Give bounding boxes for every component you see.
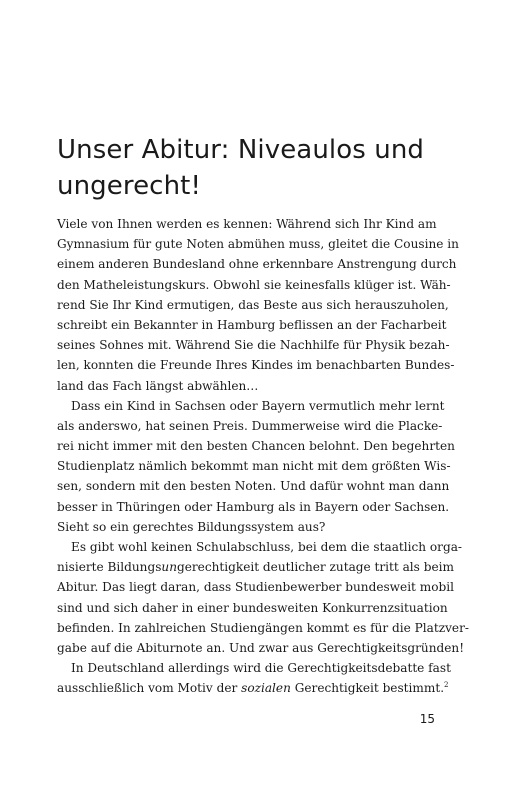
text-line: In Deutschland allerdings wird die Gerechtigkeitsdebatte fast xyxy=(71,661,451,676)
emphasis: sozialen xyxy=(241,681,291,696)
text-line: len, konnten die Freunde Ihres Kindes im benachbarten Bundes- xyxy=(57,358,455,373)
text-line: Studienplatz nämlich bekommt man nicht mit dem größten Wis- xyxy=(57,459,451,474)
chapter-title-line-2: ungerecht! xyxy=(57,171,201,201)
text-line: einem anderen Bundesland ohne erkennbare Anstrengung durch xyxy=(57,257,457,272)
text-line: rei nicht immer mit den besten Chancen belohnt. Den begehrten xyxy=(57,439,455,454)
text-line: befinden. In zahlreichen Studiengängen kommt es für die Platzver- xyxy=(57,620,469,635)
chapter-title-line-1: Unser Abitur: Niveaulos und xyxy=(57,135,425,165)
text-line: rend Sie Ihr Kind ermutigen, das Beste aus sich herauszuholen, xyxy=(57,297,449,312)
text-line: Gymnasium für gute Noten abmühen muss, gleitet die Cousine in xyxy=(57,237,459,252)
text-line: sind und sich daher in einer bundesweiten Konkurrenzsituation xyxy=(57,600,448,615)
text-line: den Matheleistungskurs. Obwohl sie keinesfalls klüger ist. Wäh- xyxy=(57,277,451,292)
text-fragment: ausschließlich vom Motiv der xyxy=(57,681,242,696)
text-fragment: gerechtigkeit deutlicher zutage tritt als beim xyxy=(177,560,454,575)
text-fragment: nisierte Bildungs xyxy=(57,560,162,575)
text-line: als anderswo, hat seinen Preis. Dummerweise wird die Placke- xyxy=(57,418,443,433)
page-number: 15 xyxy=(419,712,435,726)
text-fragment: Gerechtigkeit bestimmt. xyxy=(290,681,445,696)
text-line: gabe auf die Abiturnote an. Und zwar aus Gerechtigkeitsgründen! xyxy=(57,640,465,655)
chapter-title xyxy=(57,132,457,204)
text-line: Sieht so ein gerechtes Bildungssystem aus? xyxy=(57,519,326,534)
text-line: Viele von Ihnen werden es kennen: Während sich Ihr Kind am xyxy=(57,217,437,231)
text-line: land das Fach längst abwählen… xyxy=(57,378,259,393)
text-line: schreibt ein Bekannter in Hamburg beflissen an der Facharbeit xyxy=(57,317,447,332)
body-text xyxy=(57,214,469,699)
text-line: Dass ein Kind in Sachsen oder Bayern vermutlich mehr lernt xyxy=(71,398,445,413)
emphasis: un xyxy=(161,560,177,575)
footnote-marker: 2 xyxy=(444,681,449,690)
text-line xyxy=(57,557,454,577)
text-line: besser in Thüringen oder Hamburg als in Bayern oder Sachsen. xyxy=(57,499,450,514)
text-line: Abitur. Das liegt daran, dass Studienbewerber bundesweit mobil xyxy=(57,580,454,595)
text-line xyxy=(57,678,449,698)
text-line: Es gibt wohl keinen Schulabschluss, bei dem die staatlich orga- xyxy=(71,540,463,554)
text-line: sen, sondern mit den besten Noten. Und dafür wohnt man dann xyxy=(57,479,450,494)
text-line: seines Sohnes mit. Während Sie die Nachhilfe für Physik bezah- xyxy=(57,338,450,353)
